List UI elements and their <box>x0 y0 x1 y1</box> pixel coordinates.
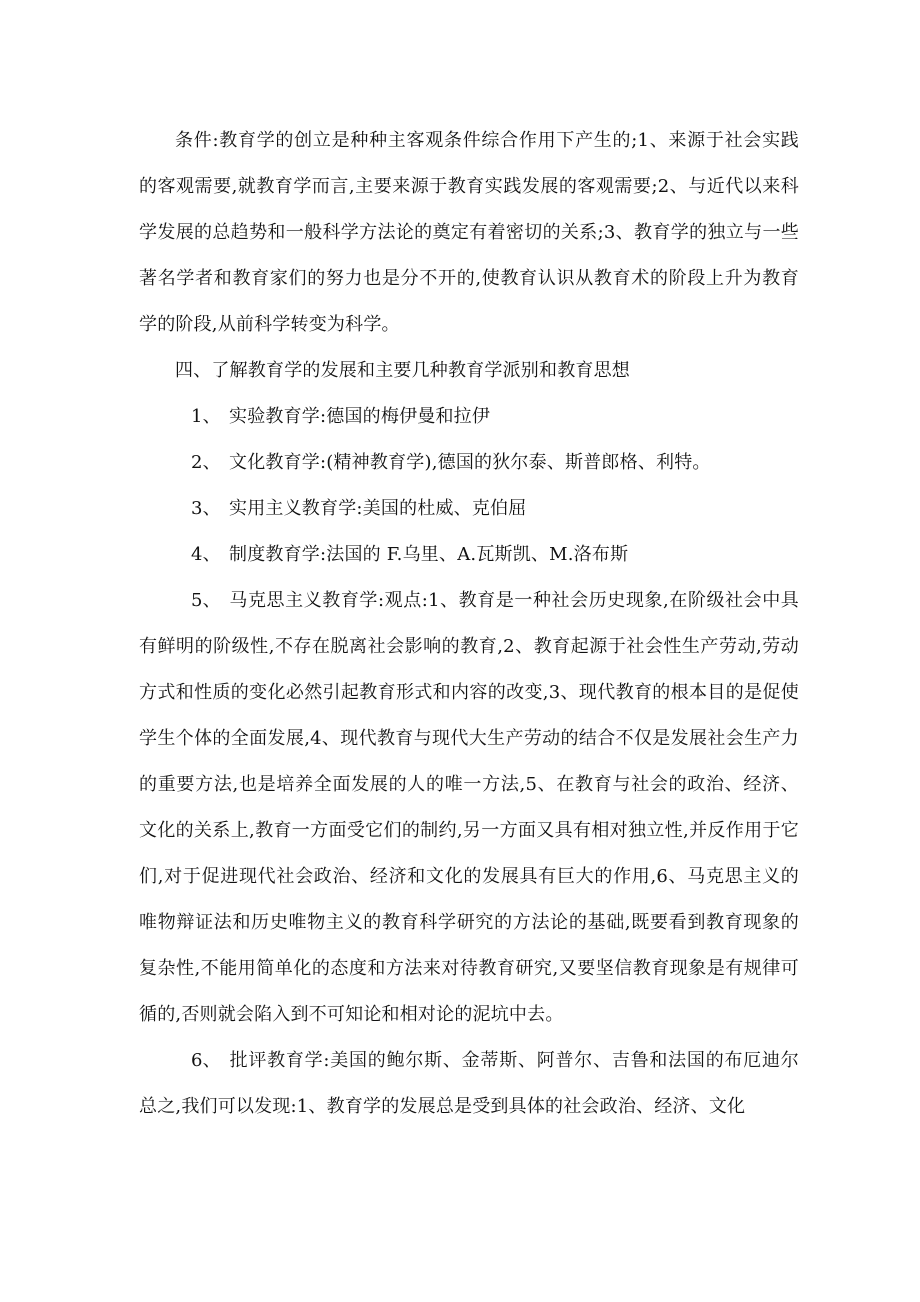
list-item-number: 1、 <box>191 406 221 427</box>
list-item-number: 2、 <box>191 452 221 473</box>
list-item <box>139 1038 799 1130</box>
list-item <box>139 394 799 440</box>
list-item <box>139 486 799 532</box>
paragraph-text: 条件:教育学的创立是种种主客观条件综合作用下产生的;1、来源于社会实践的客观需要,就教育学而言,主要来源于教育实践发展的客观需要;2、与近代以来科学发展的总趋势和一般科学方法论的奠定有着密切的关系;3、教育学的独立与一些著名学者和教育家们的努力也是分不开的,使教育认识从教育术的阶段上升为教育学的阶段,从前科学转变为科学。 <box>139 130 799 335</box>
document-body <box>139 118 799 1130</box>
heading-text: 四、了解教育学的发展和主要几种教育学派别和教育思想 <box>175 360 630 381</box>
list-item-text: 制度教育学:法国的 F.乌里、A.瓦斯凯、M.洛布斯 <box>229 544 629 565</box>
list-item <box>139 578 799 1038</box>
list-item-text: 文化教育学:(精神教育学),德国的狄尔泰、斯普郎格、利特。 <box>229 452 711 473</box>
paragraph-conditions <box>139 118 799 348</box>
list-item <box>139 440 799 486</box>
list-item <box>139 532 799 578</box>
list-item-number: 6、 <box>191 1050 221 1071</box>
list-item-text: 实验教育学:德国的梅伊曼和拉伊 <box>229 406 491 427</box>
list-item-text: 马克思主义教育学:观点:1、教育是一种社会历史现象,在阶级社会中具有鲜明的阶级性,不存在脱离社会影响的教育,2、教育起源于社会性生产劳动,劳动方式和性质的变化必然引起教育形式和内容的改变,3、现代教育的根本目的是促使学生个体的全面发展,4、现代教育与现代大生产劳动的结合不仅是发展社会生产力的重要方法,也是培养全面发展的人的唯一方法,5、在教育与社会的政治、经济、文化的关系上,教育一方面受它们的制约,另一方面又具有相对独立性,并反作用于它们,对于促进现代社会政治、经济和文化的发展具有巨大的作用,6、马克思主义的唯物辩证法和历史唯物主义的教育科学研究的方法论的基础,既要看到教育现象的复杂性,不能用简单化的态度和方法来对待教育研究,又要坚信教育现象是有规律可循的,否则就会陷入到不可知论和相对论的泥坑中去。 <box>139 590 799 1025</box>
list-item-number: 4、 <box>191 544 221 565</box>
section-heading <box>139 348 799 394</box>
list-item-number: 5、 <box>191 590 221 611</box>
list-item-text: 批评教育学:美国的鲍尔斯、金蒂斯、阿普尔、吉鲁和法国的布厄迪尔总之,我们可以发现:1、教育学的发展总是受到具体的社会政治、经济、文化 <box>139 1050 799 1117</box>
list-item-text: 实用主义教育学:美国的杜威、克伯屈 <box>229 498 527 519</box>
list-item-number: 3、 <box>191 498 221 519</box>
